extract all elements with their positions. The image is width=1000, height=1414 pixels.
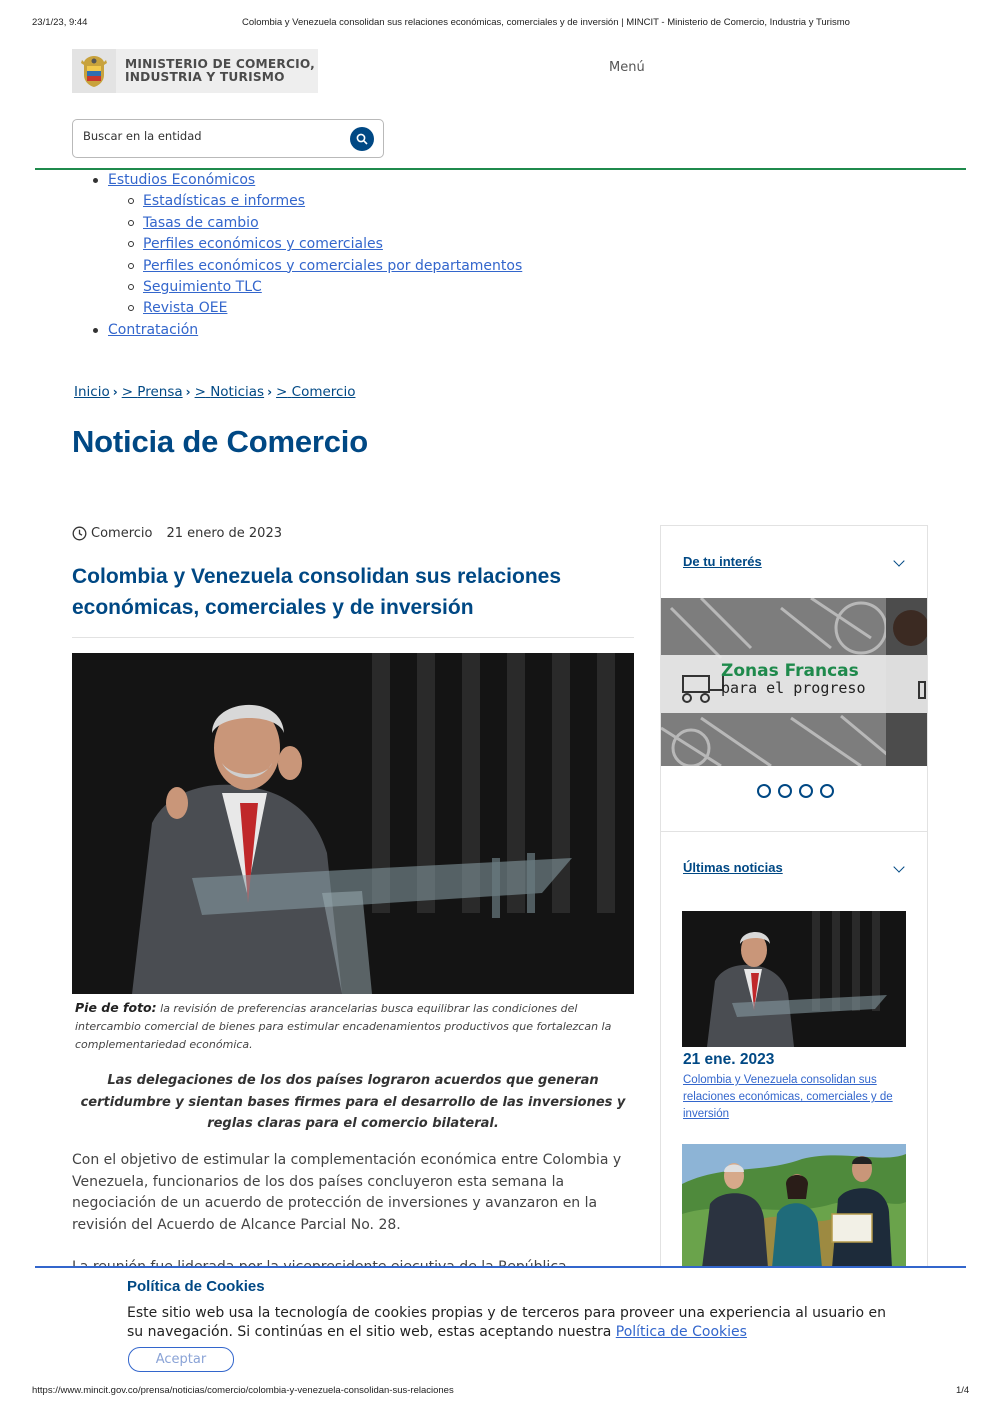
caption-text: la revisión de preferencias arancelarias busca equilibrar las condiciones del intercambio comercial de bienes para estimular encadenamientos productivos que fortalezcan la complementariedad económica. (75, 1002, 612, 1051)
carousel-dot[interactable] (778, 784, 792, 798)
breadcrumb-comercio-label: Comercio (291, 384, 356, 400)
chevron-down-icon[interactable] (893, 861, 904, 872)
news-thumbnail[interactable] (682, 911, 906, 1047)
search-icon (356, 133, 368, 145)
article-title: Colombia y Venezuela consolidan sus relaciones económicas, comerciales y de inversión (72, 565, 561, 619)
clock-icon (72, 526, 87, 541)
chevron-right-icon: > (121, 384, 133, 400)
nav-subitem-revista-oee[interactable]: Revista OEE (143, 300, 228, 317)
logo-line-2: INDUSTRIA Y TURISMO (125, 70, 285, 84)
nav-item-contratacion[interactable]: Contratación (108, 321, 199, 338)
cookie-text (127, 1304, 887, 1341)
banner-title: Zonas Francas (721, 661, 859, 681)
carousel-dot[interactable] (757, 784, 771, 798)
article-photo (72, 653, 634, 994)
print-document-title: Colombia y Venezuela consolidan sus relaciones económicas, comerciales y de inversión | MINCIT - Ministerio de Comercio, Industria y Turismo (242, 17, 850, 28)
sidebar-interest-heading[interactable]: De tu interés (683, 554, 762, 569)
sidebar (660, 525, 928, 1267)
nav-subitem-perfiles[interactable]: Perfiles económicos y comerciales (143, 236, 383, 253)
chevron-right-icon: > (194, 384, 206, 400)
print-url: https://www.mincit.gov.co/prensa/noticias/comercio/colombia-y-venezuela-consolidan-sus-relaciones (32, 1385, 454, 1396)
title-divider (72, 637, 634, 638)
nav-subitem-tasas-de-cambio[interactable]: Tasas de cambio (143, 214, 259, 231)
breadcrumb-comercio[interactable] (276, 384, 355, 400)
logo-line-1: MINISTERIO DE COMERCIO, (125, 57, 315, 71)
news-link[interactable]: Colombia y Venezuela consolidan sus relaciones económicas, comerciales y de inversión (683, 1074, 893, 1120)
ministry-logo[interactable] (72, 49, 318, 93)
article-lead: Las delegaciones de los dos países lograron acuerdos que generan certidumbre y sientan bases firmes para el desarrollo de las inversiones y reglas claras para el comercio bilateral. (80, 1073, 626, 1131)
carousel-dot[interactable] (799, 784, 813, 798)
article-date: 21 enero de 2023 (166, 526, 282, 541)
article-category: Comercio (91, 526, 153, 541)
breadcrumb-prensa-label: Prensa (137, 384, 183, 400)
breadcrumb-separator-icon: › (267, 385, 273, 399)
news-thumbnail[interactable] (682, 1144, 906, 1268)
photo-caption (75, 999, 635, 1054)
sidebar-news-heading[interactable]: Últimas noticias (683, 860, 783, 875)
breadcrumb (74, 384, 355, 400)
nav-menu (72, 170, 522, 341)
chevron-right-icon: > (276, 384, 288, 400)
nav-subitem-perfiles-departamentos[interactable]: Perfiles económicos y comerciales por departamentos (143, 257, 523, 274)
breadcrumb-noticias[interactable] (195, 384, 265, 400)
nav-subitem-estadisticas[interactable]: Estadísticas e informes (143, 193, 306, 210)
breadcrumb-inicio[interactable]: Inicio (74, 384, 110, 400)
nav-subitem-seguimiento-tlc[interactable]: Seguimiento TLC (143, 279, 262, 296)
cookie-title: Política de Cookies (127, 1278, 265, 1295)
article-meta (72, 526, 282, 541)
search-box (72, 119, 384, 158)
zonas-francas-banner[interactable] (661, 598, 927, 766)
article-paragraph: Con el objetivo de estimular la complementación económica entre Colombia y Venezuela, funcionarios de los dos países concluyeron esta semana la negociación de un acuerdo de protección de inversiones y avanzaron en la revisión del Acuerdo de Alcance Parcial No. 28. (72, 1152, 622, 1233)
page-title: Noticia de Comercio (72, 424, 368, 459)
coat-of-arms-icon (72, 49, 116, 93)
breadcrumb-separator-icon: › (185, 385, 191, 399)
print-datetime: 23/1/23, 9:44 (32, 17, 88, 28)
caption-label: Pie de foto: (75, 1000, 157, 1015)
news-date: 21 ene. 2023 (683, 1051, 775, 1068)
breadcrumb-separator-icon: › (112, 385, 118, 399)
search-button[interactable] (350, 127, 374, 151)
carousel-dot[interactable] (820, 784, 834, 798)
chevron-down-icon[interactable] (893, 555, 904, 566)
sidebar-divider (661, 831, 927, 832)
banner-subtitle: para el progreso (721, 679, 866, 697)
carousel-dots (757, 784, 834, 798)
breadcrumb-noticias-label: Noticias (210, 384, 265, 400)
search-input[interactable] (83, 129, 343, 143)
print-page-number: 1/4 (956, 1385, 970, 1396)
nav-item-estudios-economicos[interactable]: Estudios Económicos (108, 172, 256, 188)
breadcrumb-prensa[interactable] (122, 384, 183, 400)
cookie-banner (35, 1266, 966, 1380)
cookie-policy-link[interactable]: Política de Cookies (615, 1323, 747, 1340)
accept-cookies-button[interactable]: Aceptar (128, 1347, 234, 1372)
menu-button[interactable]: Menú (609, 60, 645, 75)
cookie-message: Este sitio web usa la tecnología de cookies propias y de terceros para proveer una experiencia al usuario en su navegación. Si continúas en el sitio web, estas aceptando nuestra (127, 1305, 886, 1340)
